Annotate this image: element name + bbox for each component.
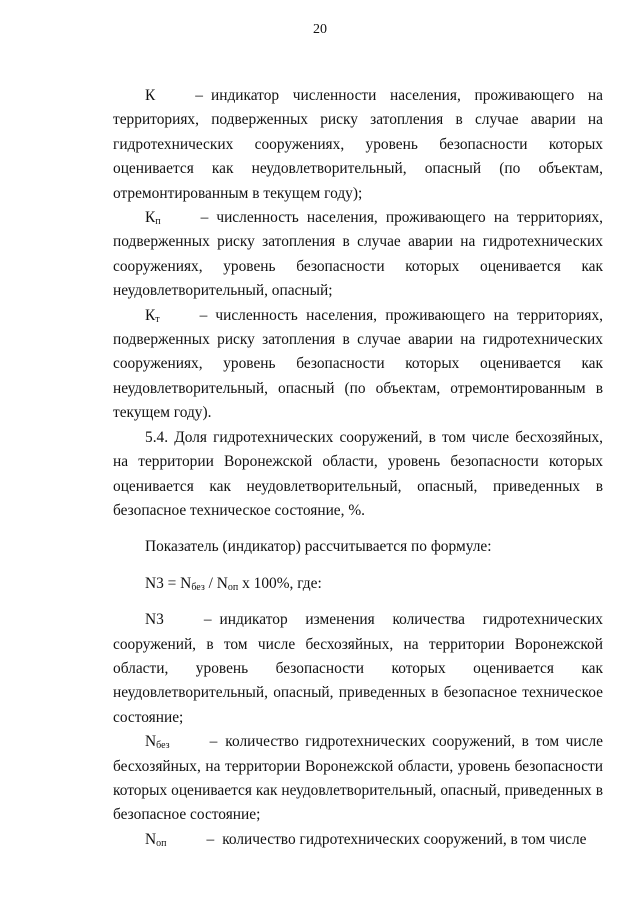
page-number: 20 xyxy=(313,22,327,37)
definition-n3-symbol: N3 xyxy=(145,611,164,629)
definition-nop-dash: – xyxy=(206,830,215,848)
definition-k-text: индикатор численности населения, проживающего на территориях, подверженных риску затопления в случае аварии на гидротехнических сооружениях, уровень безопасности которых оценивается как неудовлетворительный, опасный (по объектам, отремонтированным в текущем году); xyxy=(113,87,603,202)
formula-numerator-subscript: без xyxy=(191,581,205,593)
definition-nbez xyxy=(113,730,603,828)
definition-n3-text: индикатор изменения количества гидротехнических сооружений, в том числе бесхозяйных, на территории Воронежской области, уровень безопасности которых оценивается как неудовлетворительный, опасный, приведенных в безопасное техническое состояние; xyxy=(113,611,603,726)
definition-nop-symbol: N xyxy=(145,830,157,848)
document-body xyxy=(113,84,603,852)
definition-nbez-subscript: без xyxy=(156,740,170,752)
definition-nbez-text: количество гидротехнических сооружений, в том числе бесхозяйных, на территории Воронежской области, уровень безопасности которых оценивается как неудовлетворительный, опасный, приведенных в безопасное состояние; xyxy=(113,733,603,824)
definition-nop-text: количество гидротехнических сооружений, в том числе xyxy=(222,830,587,848)
formula-denominator: N xyxy=(216,574,228,592)
definition-kp-text: численность населения, проживающего на территориях, подверженных риску затопления в случае аварии на гидротехнических сооружениях, уровень безопасности которых оценивается как неудовлетворительный, опасный; xyxy=(113,209,603,300)
definition-kp xyxy=(113,206,603,304)
definition-kp-subscript: п xyxy=(155,216,161,228)
formula xyxy=(113,572,603,596)
definition-nbez-dash: – xyxy=(209,733,218,751)
formula-denominator-subscript: оп xyxy=(227,581,239,593)
definition-nop-subscript: оп xyxy=(156,837,167,849)
definition-kt-subscript: т xyxy=(155,313,160,325)
definition-nop xyxy=(113,828,603,852)
definition-n3-dash: – xyxy=(203,611,212,629)
definition-k-symbol: К xyxy=(145,87,156,104)
section-heading: 5.4. Доля гидротехнических сооружений, в том числе бесхозяйных, на территории Воронежской области, уровень безопасности которых оценивается как неудовлетворительный, опасный, приведенных в безопасное техническое состояние, %. xyxy=(113,428,603,519)
calculation-intro: Показатель (индикатор) рассчитывается по формуле: xyxy=(145,538,492,556)
definition-kt-text: численность населения, проживающего на территориях, подверженных риску затопления в случае аварии на гидротехнических сооружениях, уровень безопасности которых оценивается как неудовлетворительный, опасный (по объектам, отремонтированным в текущем году). xyxy=(113,306,603,422)
definition-kp-symbol: К xyxy=(145,209,156,227)
definition-kt-symbol: К xyxy=(145,306,156,324)
definition-k xyxy=(113,84,603,206)
formula-lhs: N3 = N xyxy=(145,574,192,592)
definition-kt xyxy=(113,304,603,426)
definition-kp-dash: – xyxy=(200,209,209,227)
definition-n3 xyxy=(113,608,603,730)
definition-k-dash: – xyxy=(195,87,203,104)
definition-nbez-symbol: N xyxy=(145,733,157,751)
definition-kt-dash: – xyxy=(199,306,208,324)
formula-slash: / xyxy=(204,574,217,592)
formula-tail: х 100%, где: xyxy=(238,574,322,592)
